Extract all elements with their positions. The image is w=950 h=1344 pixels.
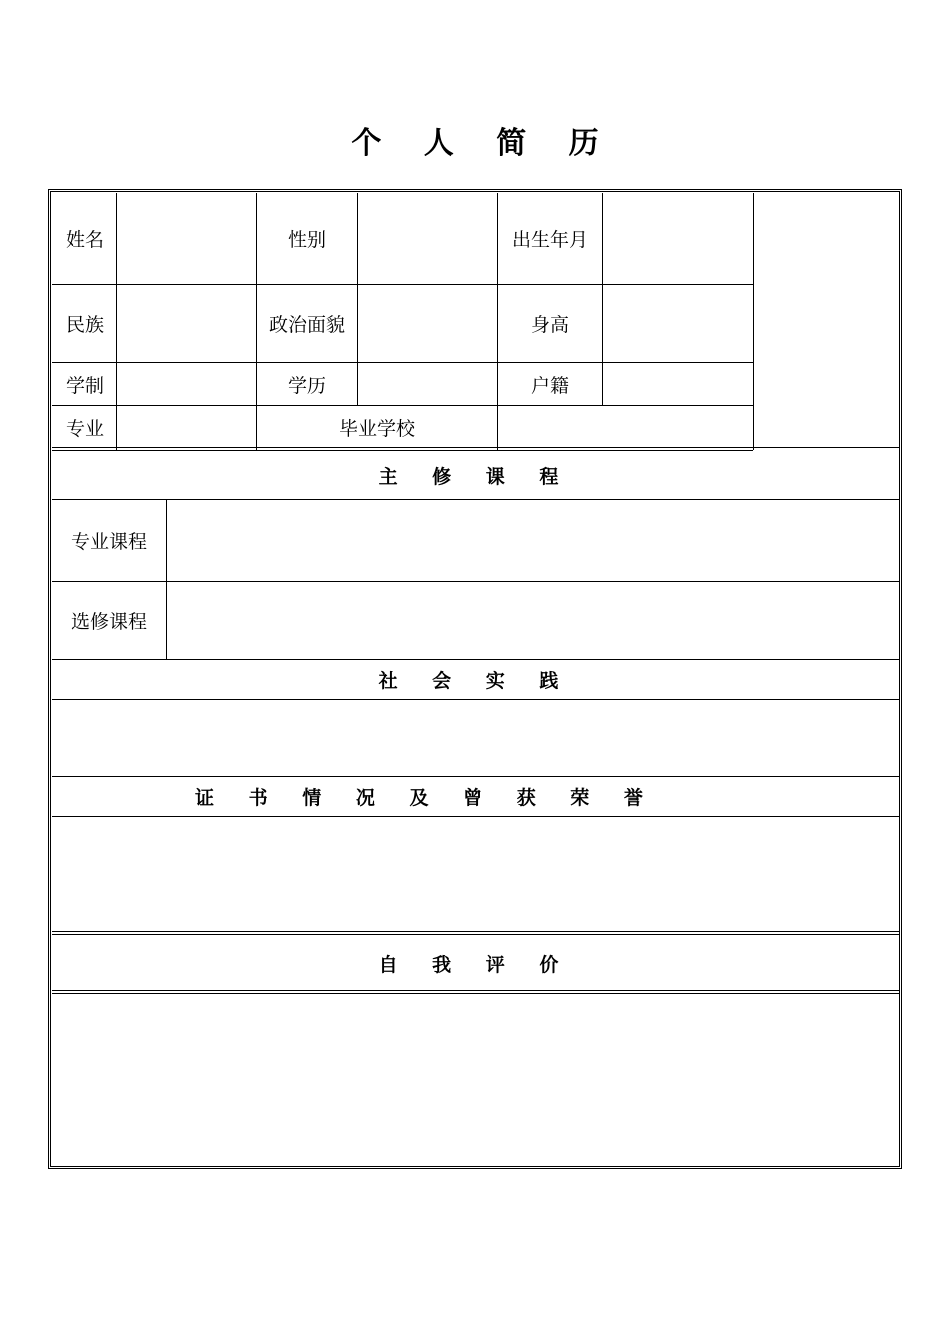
self-eval-field[interactable] bbox=[52, 994, 899, 1164]
major-field[interactable] bbox=[117, 406, 256, 448]
birth-label: 出生年月 bbox=[511, 229, 588, 251]
birth-field[interactable] bbox=[603, 193, 753, 284]
height-label: 身高 bbox=[530, 314, 569, 336]
hukou-field[interactable] bbox=[603, 363, 753, 405]
photo-area[interactable] bbox=[754, 193, 899, 447]
courses-header: 主 修 课 程 bbox=[378, 465, 573, 488]
ethnicity-field[interactable] bbox=[117, 285, 256, 362]
major-courses-field[interactable] bbox=[167, 500, 899, 581]
page-title: 个 人 简 历 bbox=[351, 126, 615, 161]
name-label: 姓名 bbox=[66, 229, 105, 251]
name-field[interactable] bbox=[117, 193, 256, 284]
schooling-field[interactable] bbox=[117, 363, 256, 405]
school-label: 毕业学校 bbox=[338, 417, 415, 440]
certificates-header: 证 书 情 况 及 曾 获 荣 誉 bbox=[195, 787, 657, 809]
gender-label: 性别 bbox=[287, 229, 326, 251]
gender-field[interactable] bbox=[358, 193, 497, 284]
certificates-field[interactable] bbox=[52, 817, 899, 931]
education-field[interactable] bbox=[358, 363, 497, 405]
self-eval-header: 自 我 评 价 bbox=[378, 953, 573, 976]
elective-courses-field[interactable] bbox=[167, 582, 899, 659]
schooling-label: 学制 bbox=[66, 374, 105, 397]
elective-courses-label: 选修课程 bbox=[70, 611, 147, 633]
row-divider bbox=[753, 447, 899, 448]
ethnicity-label: 民族 bbox=[66, 314, 105, 336]
height-field[interactable] bbox=[603, 285, 753, 362]
practice-header: 社 会 实 践 bbox=[378, 670, 573, 692]
political-label: 政治面貌 bbox=[268, 314, 345, 336]
school-field[interactable] bbox=[498, 406, 753, 448]
education-label: 学历 bbox=[287, 374, 326, 397]
major-label: 专业 bbox=[66, 417, 105, 440]
practice-field[interactable] bbox=[52, 700, 899, 776]
major-courses-label: 专业课程 bbox=[70, 531, 147, 553]
political-field[interactable] bbox=[358, 285, 497, 362]
hukou-label: 户籍 bbox=[530, 374, 569, 397]
